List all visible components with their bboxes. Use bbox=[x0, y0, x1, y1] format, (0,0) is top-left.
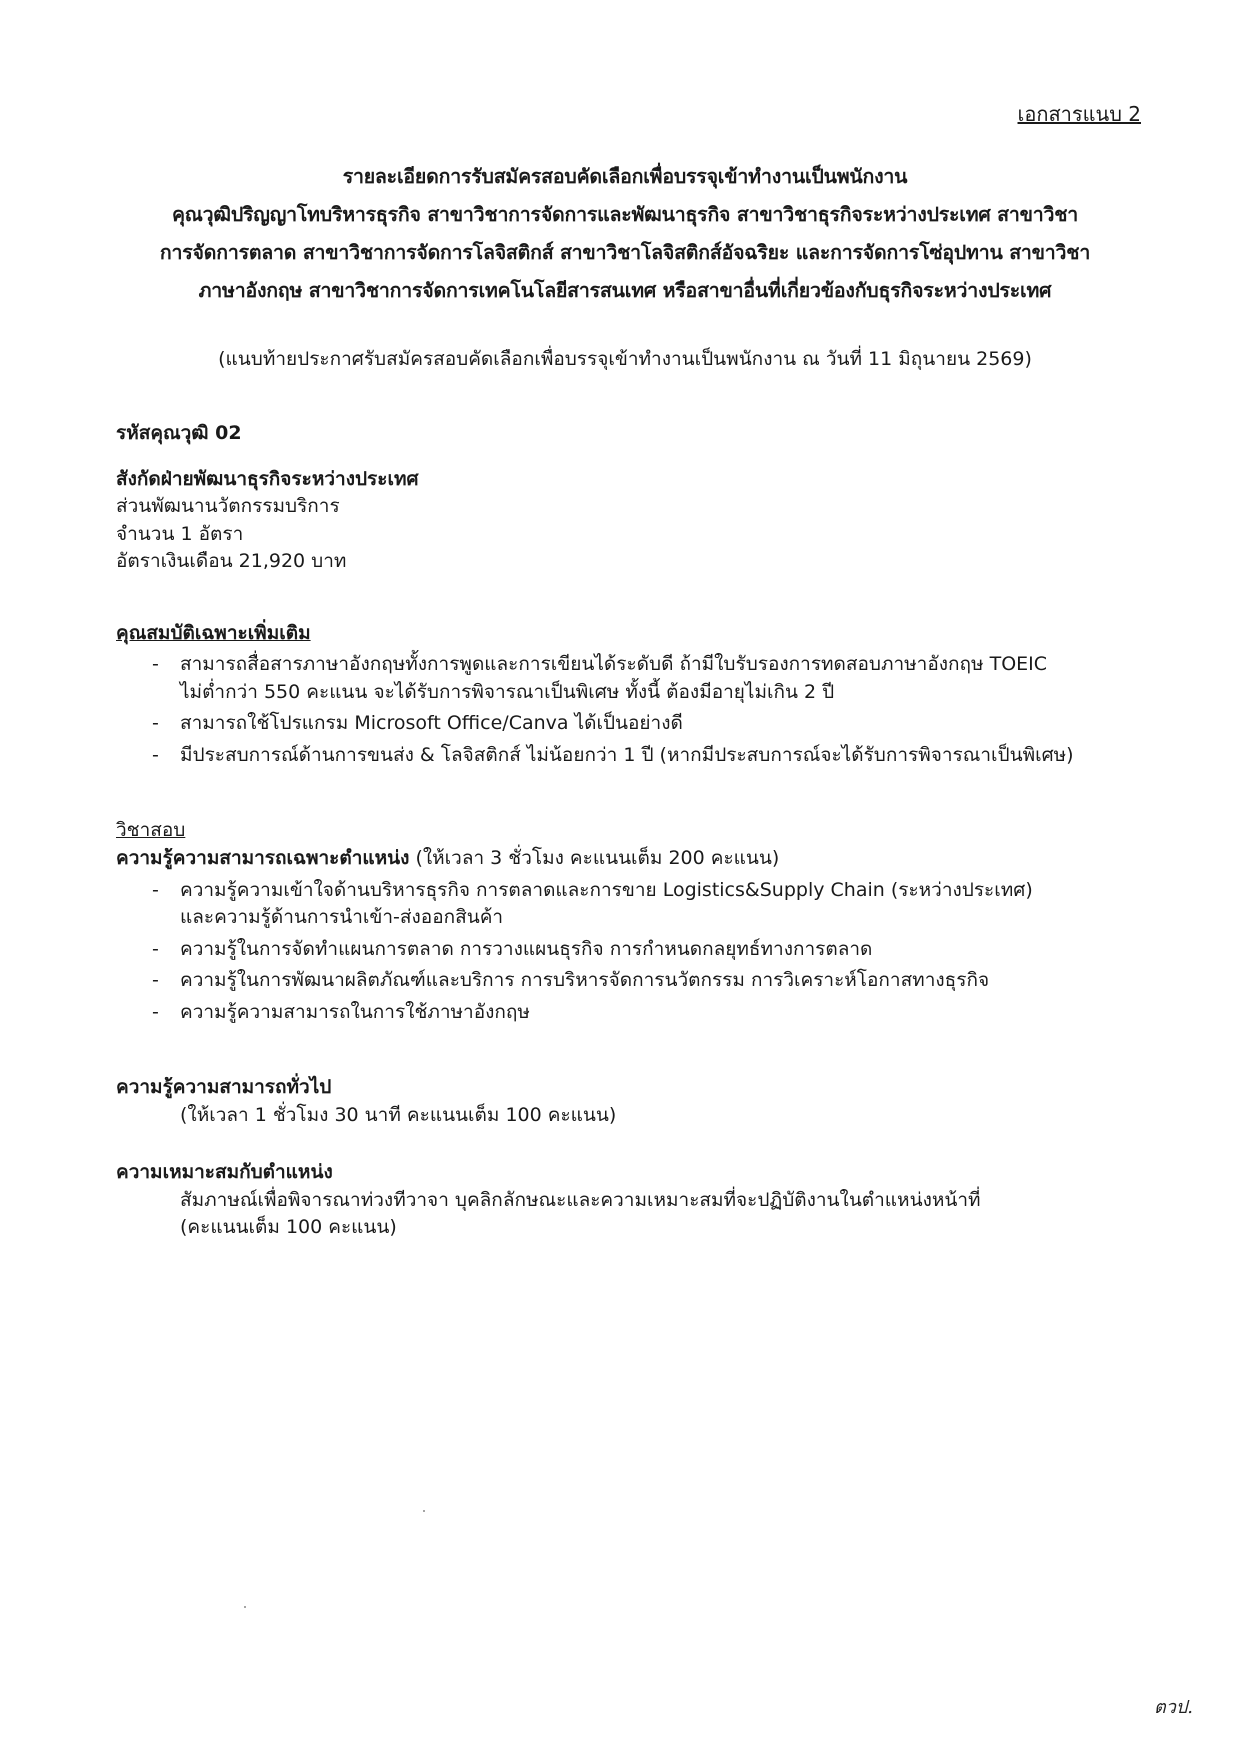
document-title bbox=[110, 158, 1140, 310]
list-item: - สามารถสื่อสารภาษาอังกฤษทั้งการพูดและการเขียนได้ระดับดี ถ้ามีใบรับรองการทดสอบภาษาอังกฤษ TOEIC ไม่ต่ำกว่า 550 คะแนน จะได้รับการพิจารณาเป็นพิเศษ ทั้งนี้ ต้องมีอายุไม่เกิน 2 ปี bbox=[152, 651, 1136, 706]
title-line: คุณวุฒิปริญญาโทบริหารธุรกิจ สาขาวิชาการจัดการและพัฒนาธุรกิจ สาขาวิชาธุรกิจระหว่างประเทศ สาขาวิชา bbox=[171, 203, 1079, 226]
list-item: - ความรู้ความสามารถในการใช้ภาษาอังกฤษ bbox=[152, 999, 1136, 1027]
qualifications-heading: คุณสมบัติเฉพาะเพิ่มเติม bbox=[116, 621, 311, 644]
division: ส่วนพัฒนานวัตกรรมบริการ bbox=[116, 495, 340, 518]
qualification-code: รหัสคุณวุฒิ 02 bbox=[116, 422, 242, 444]
annex-note: (แนบท้ายประกาศรับสมัครสอบคัดเลือกเพื่อบรรจุเข้าทำงานเป็นพนักงาน ณ วันที่ 11 มิถุนายน 2569) bbox=[218, 348, 1032, 370]
attachment-label: เอกสารแนบ 2 bbox=[1017, 102, 1141, 126]
position-count: จำนวน 1 อัตรา bbox=[116, 522, 244, 545]
general-exam-title: ความรู้ความสามารถทั่วไป bbox=[116, 1076, 332, 1099]
suitability-title: ความเหมาะสมกับตำแหน่ง bbox=[116, 1161, 333, 1184]
exam-heading: วิชาสอบ bbox=[116, 819, 186, 842]
specific-exam-list bbox=[116, 877, 1136, 1027]
list-item: - ความรู้ความเข้าใจด้านบริหารธุรกิจ การตลาดและการขาย Logistics&Supply Chain (ระหว่างประเทศ) และความรู้ด้านการนำเข้า-ส่งออกสินค้า bbox=[152, 877, 1136, 932]
scan-speck bbox=[423, 1510, 425, 1512]
suitability-score: (คะแนนเต็ม 100 คะแนน) bbox=[180, 1216, 397, 1239]
list-item: - ความรู้ในการพัฒนาผลิตภัณฑ์และบริการ การบริหารจัดการนวัตกรรม การวิเคราะห์โอกาสทางธุรกิจ bbox=[152, 967, 1136, 995]
qualifications-list bbox=[116, 651, 1136, 769]
scan-speck bbox=[244, 1606, 246, 1608]
department: สังกัดฝ่ายพัฒนาธุรกิจระหว่างประเทศ bbox=[116, 467, 419, 490]
handwritten-initials: ตวป. bbox=[1154, 1696, 1193, 1718]
list-item: - มีประสบการณ์ด้านการขนส่ง & โลจิสติกส์ ไม่น้อยกว่า 1 ปี (หากมีประสบการณ์จะได้รับการพิจารณาเป็นพิเศษ) bbox=[152, 742, 1136, 770]
general-exam-detail: (ให้เวลา 1 ชั่วโมง 30 นาที คะแนนเต็ม 100 คะแนน) bbox=[180, 1103, 617, 1126]
title-line: รายละเอียดการรับสมัครสอบคัดเลือกเพื่อบรรจุเข้าทำงานเป็นพนักงาน bbox=[342, 165, 908, 188]
title-line: ภาษาอังกฤษ สาขาวิชาการจัดการเทคโนโลยีสารสนเทศ หรือสาขาอื่นที่เกี่ยวข้องกับธุรกิจระหว่างประเทศ bbox=[198, 279, 1052, 302]
document-body bbox=[116, 420, 1136, 1242]
title-line: การจัดการตลาด สาขาวิชาการจัดการโลจิสติกส์ สาขาวิชาโลจิสติกส์อัจฉริยะ และการจัดการโซ่อุปทาน สาขาวิชา bbox=[159, 241, 1091, 264]
suitability-detail: สัมภาษณ์เพื่อพิจารณาท่วงทีวาจา บุคลิกลักษณะและความเหมาะสมที่จะปฏิบัติงานในตำแหน่งหน้าที่ bbox=[180, 1188, 981, 1211]
specific-exam-title: ความรู้ความสามารถเฉพาะตำแหน่ง (ให้เวลา 3 ชั่วโมง คะแนนเต็ม 200 คะแนน) bbox=[116, 847, 780, 870]
list-item: - ความรู้ในการจัดทำแผนการตลาด การวางแผนธุรกิจ การกำหนดกลยุทธ์ทางการตลาด bbox=[152, 936, 1136, 964]
salary: อัตราเงินเดือน 21,920 บาท bbox=[116, 550, 347, 573]
list-item: - สามารถใช้โปรแกรม Microsoft Office/Canva ได้เป็นอย่างดี bbox=[152, 710, 1136, 738]
